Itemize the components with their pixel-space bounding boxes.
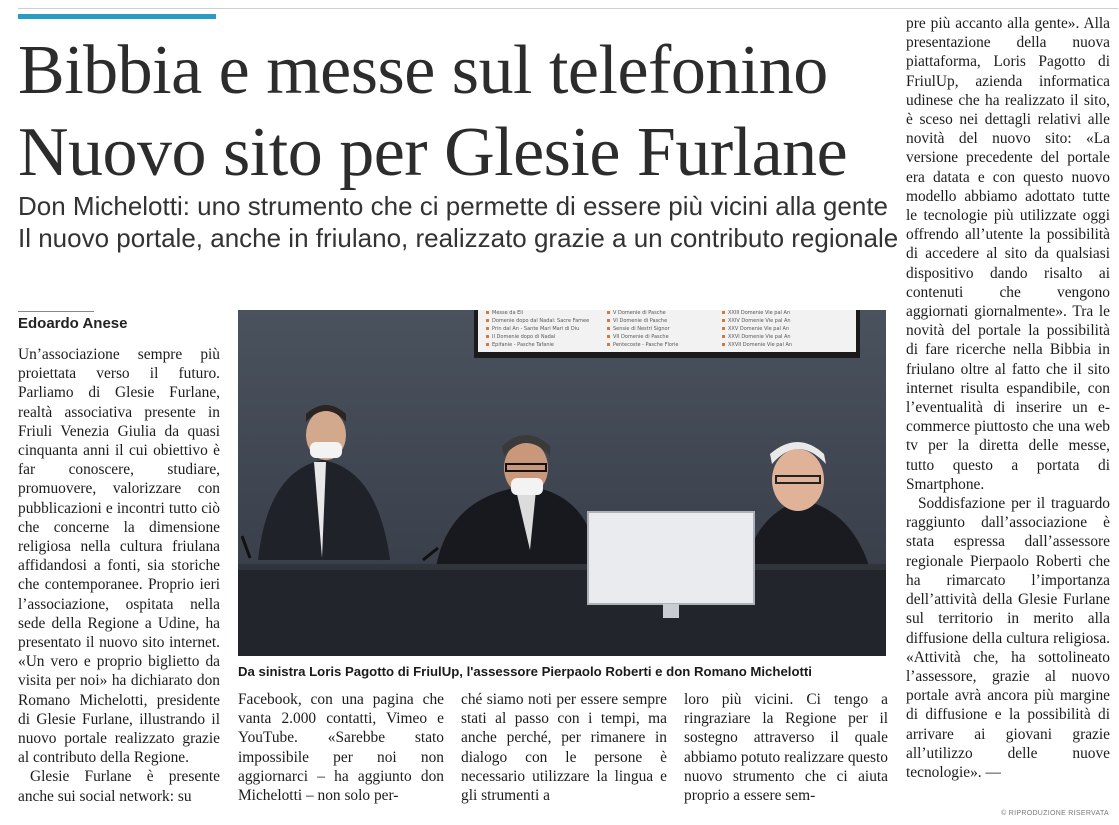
screen-bullet — [607, 311, 610, 314]
screen-bullet — [607, 335, 610, 338]
headline-line-2: Nuovo sito per Glesie Furlane — [18, 114, 848, 191]
copyright-note: © RIPRODUZIONE RISERVATA — [1001, 810, 1109, 817]
screen-menu-item: Epifanie - Pasche Tafanie — [492, 342, 554, 348]
photo-caption: Da sinistra Loris Pagotto di FriulUp, l'assessore Pierpaolo Roberti e don Romano Michelotti — [238, 664, 812, 679]
article-photo — [238, 310, 886, 656]
desk-monitor — [588, 512, 754, 618]
screen-menu-item: Messe da Eli — [492, 310, 524, 316]
subhead-line-1: Don Michelotti: uno strumento che ci permette di essere più vicini alla gente — [18, 191, 888, 221]
screen-menu-item: XXVII Domenie Vie pal An — [728, 342, 793, 348]
paragraph: Soddisfazione per il traguardo raggiunto dall’associazione è stata espressa dall’assessore regionale Pierpaolo Roberti che ha rimarcato l’importanza dell’attività della Glesie Furlane sul territorio in merito alla diffusione della cultura religiosa. «Attività che, ha sottolineato l’assessore, grazie al nuovo portale avrà ancora più margine di diffusione e la possibilità di arrivare ai giovani grazie all’utilizzo delle nuove tecnologie». — — [906, 495, 1110, 781]
screen-bullet — [486, 327, 489, 330]
subhead-line-2: Il nuovo portale, anche in friulano, realizzato grazie a un contributo regionale — [18, 223, 899, 253]
subheadline — [18, 190, 898, 254]
paragraph: ché siamo noti per essere sempre stati al passo con i tempi, ma anche perché, per rimanere in dialogo con le persone è necessario utilizzare la lingua e gli strumenti a — [461, 691, 667, 805]
screen-menu-item: II Domenie dopo di Nadal — [492, 334, 556, 340]
byline: Edoardo Anese — [18, 315, 128, 332]
top-rule — [18, 8, 1118, 9]
screen-bullet — [486, 343, 489, 346]
screen-bullet — [486, 335, 489, 338]
screen-menu-item: VI Domenie di Pasche — [613, 318, 668, 324]
wall-screen — [474, 310, 860, 358]
article-column-2 — [238, 690, 444, 805]
screen-bullet — [486, 311, 489, 314]
article-column-1 — [18, 345, 220, 806]
screen-bullet — [486, 319, 489, 322]
screen-menu-item: V Domenie di Pasche — [613, 310, 666, 316]
screen-menu-item: Domenie dopo dal Nadal: Sacre Famee — [492, 318, 590, 324]
paragraph: Glesie Furlane è presente anche sui social network: su — [18, 768, 220, 805]
paragraph: Facebook, con una pagina che vanta 2.000 contatti, Vimeo e YouTube. «Sarebbe stato impossibile per noi non aggiornarci – ha aggiunto don Michelotti – non solo per- — [238, 691, 444, 805]
conference-table — [238, 568, 886, 656]
screen-menu-item: XXIII Domenie Vie pal An — [728, 310, 791, 316]
section-accent-bar — [18, 14, 216, 19]
screen-bullet — [722, 327, 725, 330]
byline-rule — [18, 311, 94, 312]
screen-menu-item: XXVI Domenie Vie pal An — [728, 334, 791, 340]
screen-menu-item: Pentecoste - Pasche Florie — [613, 342, 679, 348]
screen-bullet — [607, 327, 610, 330]
paragraph: Un’associazione sempre più proiettata verso il futuro. Parliamo di Glesie Furlane, realtà associativa presente in Friuli Venezia Giulia da quasi cinquanta anni il cui obiettivo è far conoscere, studiare, promuovere, valorizzare con pubblicazioni e incontri tutto ciò che concerne la dimensione religiosa nella cultura friulana affidandosi a fonti, sia storiche che contemporanee. Proprio ieri l’associazione, ospitata nella sede della Regione a Udine, ha presentato il nuovo sito internet. «Un vero e proprio biglietto da visita per noi» ha dichiarato don Romano Michelotti, presidente di Glesie Furlane, illustrando il nuovo portale realizzato grazie al contributo della Regione. — [18, 346, 220, 767]
screen-menu-item: Prin dal An - Sante Mari Mari di Diu — [492, 326, 580, 332]
screen-menu-item: XXIV Domenie Vie pal An — [728, 318, 791, 324]
paragraph: loro più vicini. Ci tengo a ringraziare la Regione per il sostegno attraverso il quale abbiamo potuto realizzare questo nuovo strumento che ci aiuta proprio a essere sem- — [684, 691, 888, 805]
article-column-4 — [684, 690, 888, 805]
screen-menu-item: XXV Domenie Vie pal An — [728, 326, 790, 332]
screen-bullet — [722, 343, 725, 346]
headline-line-1: Bibbia e messe sul telefonino — [18, 32, 828, 109]
press-conference-photo — [238, 310, 886, 656]
paragraph: pre più accanto alla gente». Alla presentazione della nuova piattaforma, Loris Pagotto di FriulUp, azienda informatica udinese che ha realizzato il sito, è sceso nei dettagli relativi alle novità del nuovo sito: «La versione precedente del portale era datata e con questo nuovo modello abbiamo adottato tutte le tecnologie più utilizzate oggi offrendo all’utente la possibilità di accedere al sito da qualsiasi dispositivo dando risalto ai contenuti che vengono aggiornati giornalmente». Tra le novità del portale la possibilità di fare ricerche nella Bibbia in friulano oltre al fatto che il sito internet risulta espandibile, con l’eventualità di inserire un e-commerce piuttosto che una web tv per la diretta delle messe, tutto questo a portata di Smartphone. — [906, 15, 1110, 493]
screen-menu-item: VII Domenie di Pasche — [613, 334, 669, 340]
screen-menu-item: Sensie di Nestri Signor — [613, 326, 670, 332]
screen-bullet — [607, 319, 610, 322]
screen-bullet — [722, 335, 725, 338]
article-column-5 — [906, 14, 1110, 782]
article-column-3 — [461, 690, 667, 805]
screen-bullet — [722, 319, 725, 322]
headline — [18, 30, 898, 194]
screen-bullet — [607, 343, 610, 346]
screen-bullet — [722, 311, 725, 314]
